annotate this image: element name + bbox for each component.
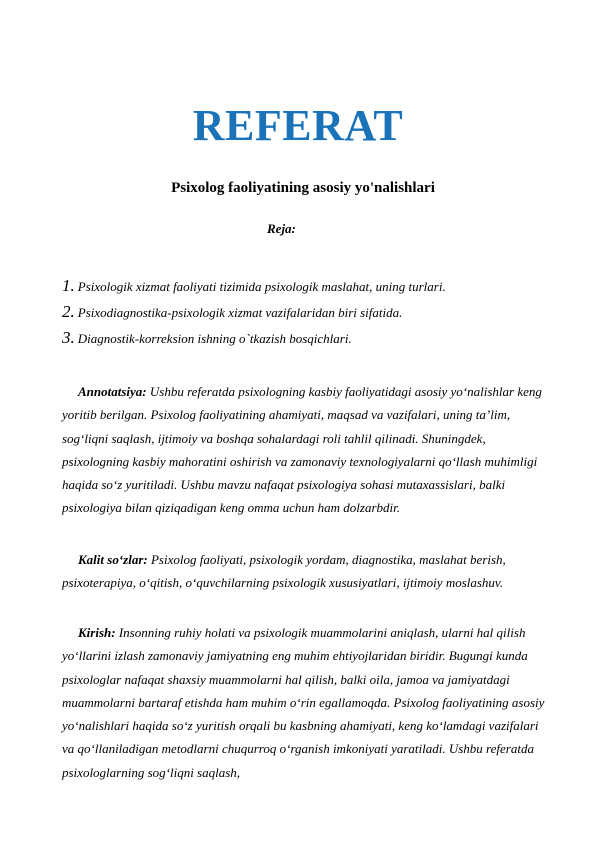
intro-paragraph bbox=[62, 621, 552, 784]
annotation-text: Ushbu referatda psixologning kasbiy faoliyatidagi asosiy yo‘nalishlar keng yoritib berilgan. Psixolog faoliyatining ahamiyati, maqsad va vazifalari, uning ta’lim, sog‘liqni saqlash, ijtimoiy va boshqa sohalardagi roli tahlil qilinadi. Shuningdek, psixologning kasbiy mahoratini oshirish va zamonaviy texnologiyalarni qo‘llash muhimligi haqida so‘z yuritiladi. Ushbu mavzu nafaqat psixologiya sohasi mutaxassislari, balki psixologiya bilan qiziqadigan keng omma uchun ham dolzarbdir. bbox=[62, 384, 542, 516]
annotation-label: Annotatsiya: bbox=[78, 384, 147, 399]
plan-item bbox=[62, 328, 446, 354]
keywords-label: Kalit so‘zlar: bbox=[78, 552, 148, 567]
plan-item-text: Psixodiagnostika-psixologik xizmat vazifalaridan biri sifatida. bbox=[77, 305, 403, 320]
document-title: REFERAT bbox=[192, 101, 404, 150]
plan-item-text: Psixologik xizmat faoliyati tizimida psixologik maslahat, uning turlari. bbox=[77, 279, 446, 294]
document-subtitle: Psixolog faoliyatining asosiy yo'nalishlari bbox=[171, 180, 435, 196]
plan-item-number: 1. bbox=[62, 276, 75, 295]
plan-list bbox=[62, 276, 446, 354]
plan-item bbox=[62, 276, 446, 302]
plan-item-text: Diagnostik-korreksion ishning o`tkazish bosqichlari. bbox=[77, 331, 352, 346]
keywords-paragraph bbox=[62, 548, 552, 595]
plan-item-number: 3. bbox=[62, 328, 75, 347]
plan-item bbox=[62, 302, 446, 328]
intro-text: Insonning ruhiy holati va psixologik muammolarini aniqlash, ularni hal qilish yo‘llarini izlash zamonaviy jamiyatning eng muhim ehtiyojlaridan biridir. Bugungi kunda psixologlar nafaqat shaxsiy muammolarni hal qilish, balki oila, jamoa va jamiyatdagi muammolarni bartaraf etishda ham muhim o‘rin egallamoqda. Psixolog faoliyatining asosiy yo‘nalishlari haqida so‘z yuritish orqali bu kasbning ahamiyati, keng ko‘lamdagi vazifalari va qo‘llaniladigan metodlarni chuqurroq o‘rganish imkoniyati yaratiladi. Ushbu referatda psixologlarning sog‘liqni saqlash, bbox=[62, 625, 545, 780]
plan-heading: Reja: bbox=[267, 221, 296, 236]
keywords-text: Psixolog faoliyati, psixologik yordam, diagnostika, maslahat berish, psixoterapiya, o‘qitish, o‘quvchilarning psixologik xususiyatlari, ijtimoiy moslashuv. bbox=[62, 552, 506, 591]
annotation-paragraph bbox=[62, 380, 552, 520]
plan-item-number: 2. bbox=[62, 302, 75, 321]
intro-label: Kirish: bbox=[78, 625, 116, 640]
